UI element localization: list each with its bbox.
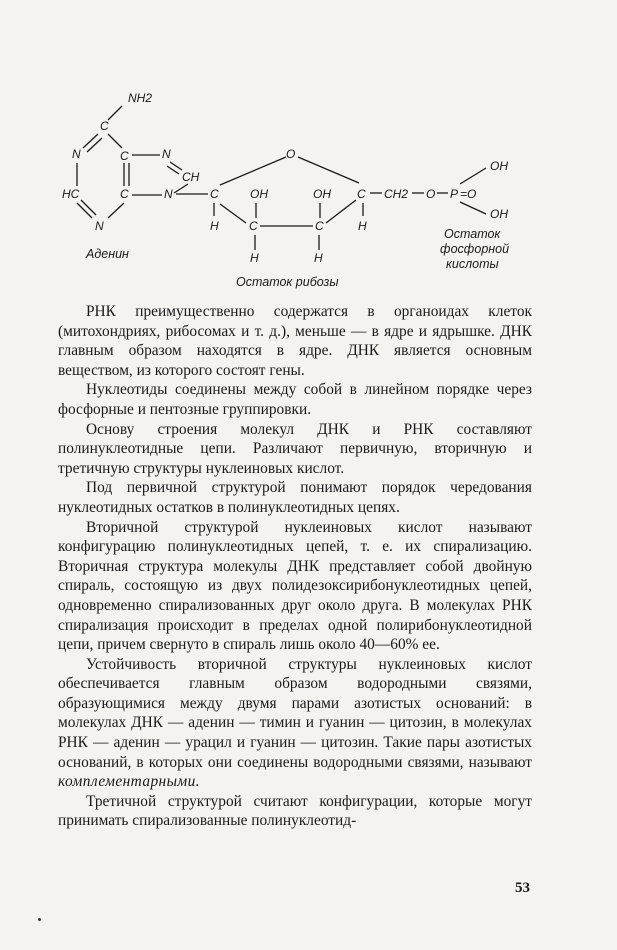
atom-oh-p2: OH	[490, 207, 508, 221]
paragraph-1: РНК преимущественно содержатся в органоидах клеток (митохондриях, рибосомах и т. д.), меньше — в ядре и ядрышке. ДНК главным образом находятся в ядре. ДНК является основным веществом, из которого состоят гены.	[58, 303, 532, 379]
paragraph-6-text: Устойчивость вторичной структуры нуклеиновых кислот обеспечивается главным образом водородными связями, образующимися между двумя парами азотистых оснований: в молекулах ДНК — аденин — тимин и гуанин — цитозин, в молекулах РНК — аденин — урацил и гуанин — цитозин. Такие пары азотистых оснований, в которых они соединены водородными связями, называют	[58, 655, 532, 771]
atom-o-ring: O	[286, 147, 296, 161]
atom-h-r2: H	[250, 251, 259, 265]
page-number: 53	[515, 880, 530, 896]
paragraph-7: Третичной структурой считают конфигурации, которые могут принимать спирализованные полинуклеотид-	[58, 792, 532, 830]
adenine-label: Аденин	[86, 247, 129, 261]
ribose-label: Остаток рибозы	[236, 275, 339, 289]
emphasized-term: комплементарными.	[58, 773, 200, 791]
atom-hc: HC	[62, 187, 80, 201]
phosphoric-label-line-3: кислоты	[446, 257, 499, 271]
body-text	[58, 302, 532, 831]
atom-n2: N	[162, 147, 171, 161]
phosphoric-label-line-1: Остаток	[444, 227, 501, 241]
adenosine-monophosphate-formula	[50, 80, 570, 295]
atom-c-r2: C	[249, 219, 258, 233]
atom-c-r1: C	[210, 187, 219, 201]
atom-n3: N	[164, 187, 173, 201]
atom-c2: C	[100, 119, 109, 133]
atom-h-r1: H	[210, 219, 219, 233]
print-speck	[38, 918, 41, 921]
atom-ch: CH	[182, 170, 200, 184]
phosphoric-label-line-2: фосфорной	[440, 242, 510, 256]
atom-h-r4: H	[358, 219, 367, 233]
structural-formula-svg	[50, 80, 570, 295]
atom-nh2: NH2	[128, 91, 153, 105]
atom-p: P	[450, 187, 459, 201]
atom-c-r3: C	[315, 219, 324, 233]
atom-c-r4: C	[357, 187, 366, 201]
atom-ch2: CH2	[384, 187, 409, 201]
atom-oh-p1: OH	[490, 159, 508, 173]
paragraph-5: Вторичной структурой нуклеиновых кислот называют конфигурацию полинуклеотидных цепей, т. е. их спирализацию. Вторичная структура молекулы ДНК представляет собой двойную спираль, состоящую из двух полидезоксирибонуклеотидных цепей, одновременно спирализованных друг около друга. В молекулах РНК спирализация происходит в пределах одной полирибонуклеотидной цепи, причем свернуто в спираль лишь около 40—60% ее.	[58, 518, 532, 654]
atom-o-link: O	[426, 187, 436, 201]
atom-h-r3: H	[314, 251, 323, 265]
atom-c3: C	[120, 149, 129, 163]
paragraph-4: Под первичной структурой понимают порядок чередования нуклеотидных остатков в полинуклеотидных цепях.	[58, 479, 532, 516]
atom-n4: N	[95, 219, 104, 233]
paragraph-2: Нуклеотиды соединены между собой в линейном порядке через фосфорные и пентозные группировки.	[58, 381, 532, 418]
atom-c4: C	[120, 187, 129, 201]
atom-oh-r3: OH	[313, 187, 331, 201]
atom-n1: N	[72, 147, 81, 161]
paragraph-3: Основу строения молекул ДНК и РНК составляют полинуклеотидные цепи. Различают первичную, вторичную и третичную структуры нуклеиновых кислот.	[58, 420, 532, 477]
atom-oh-r2: OH	[250, 187, 268, 201]
paragraph-6	[58, 655, 532, 792]
atom-eq-o: =O	[460, 187, 477, 201]
